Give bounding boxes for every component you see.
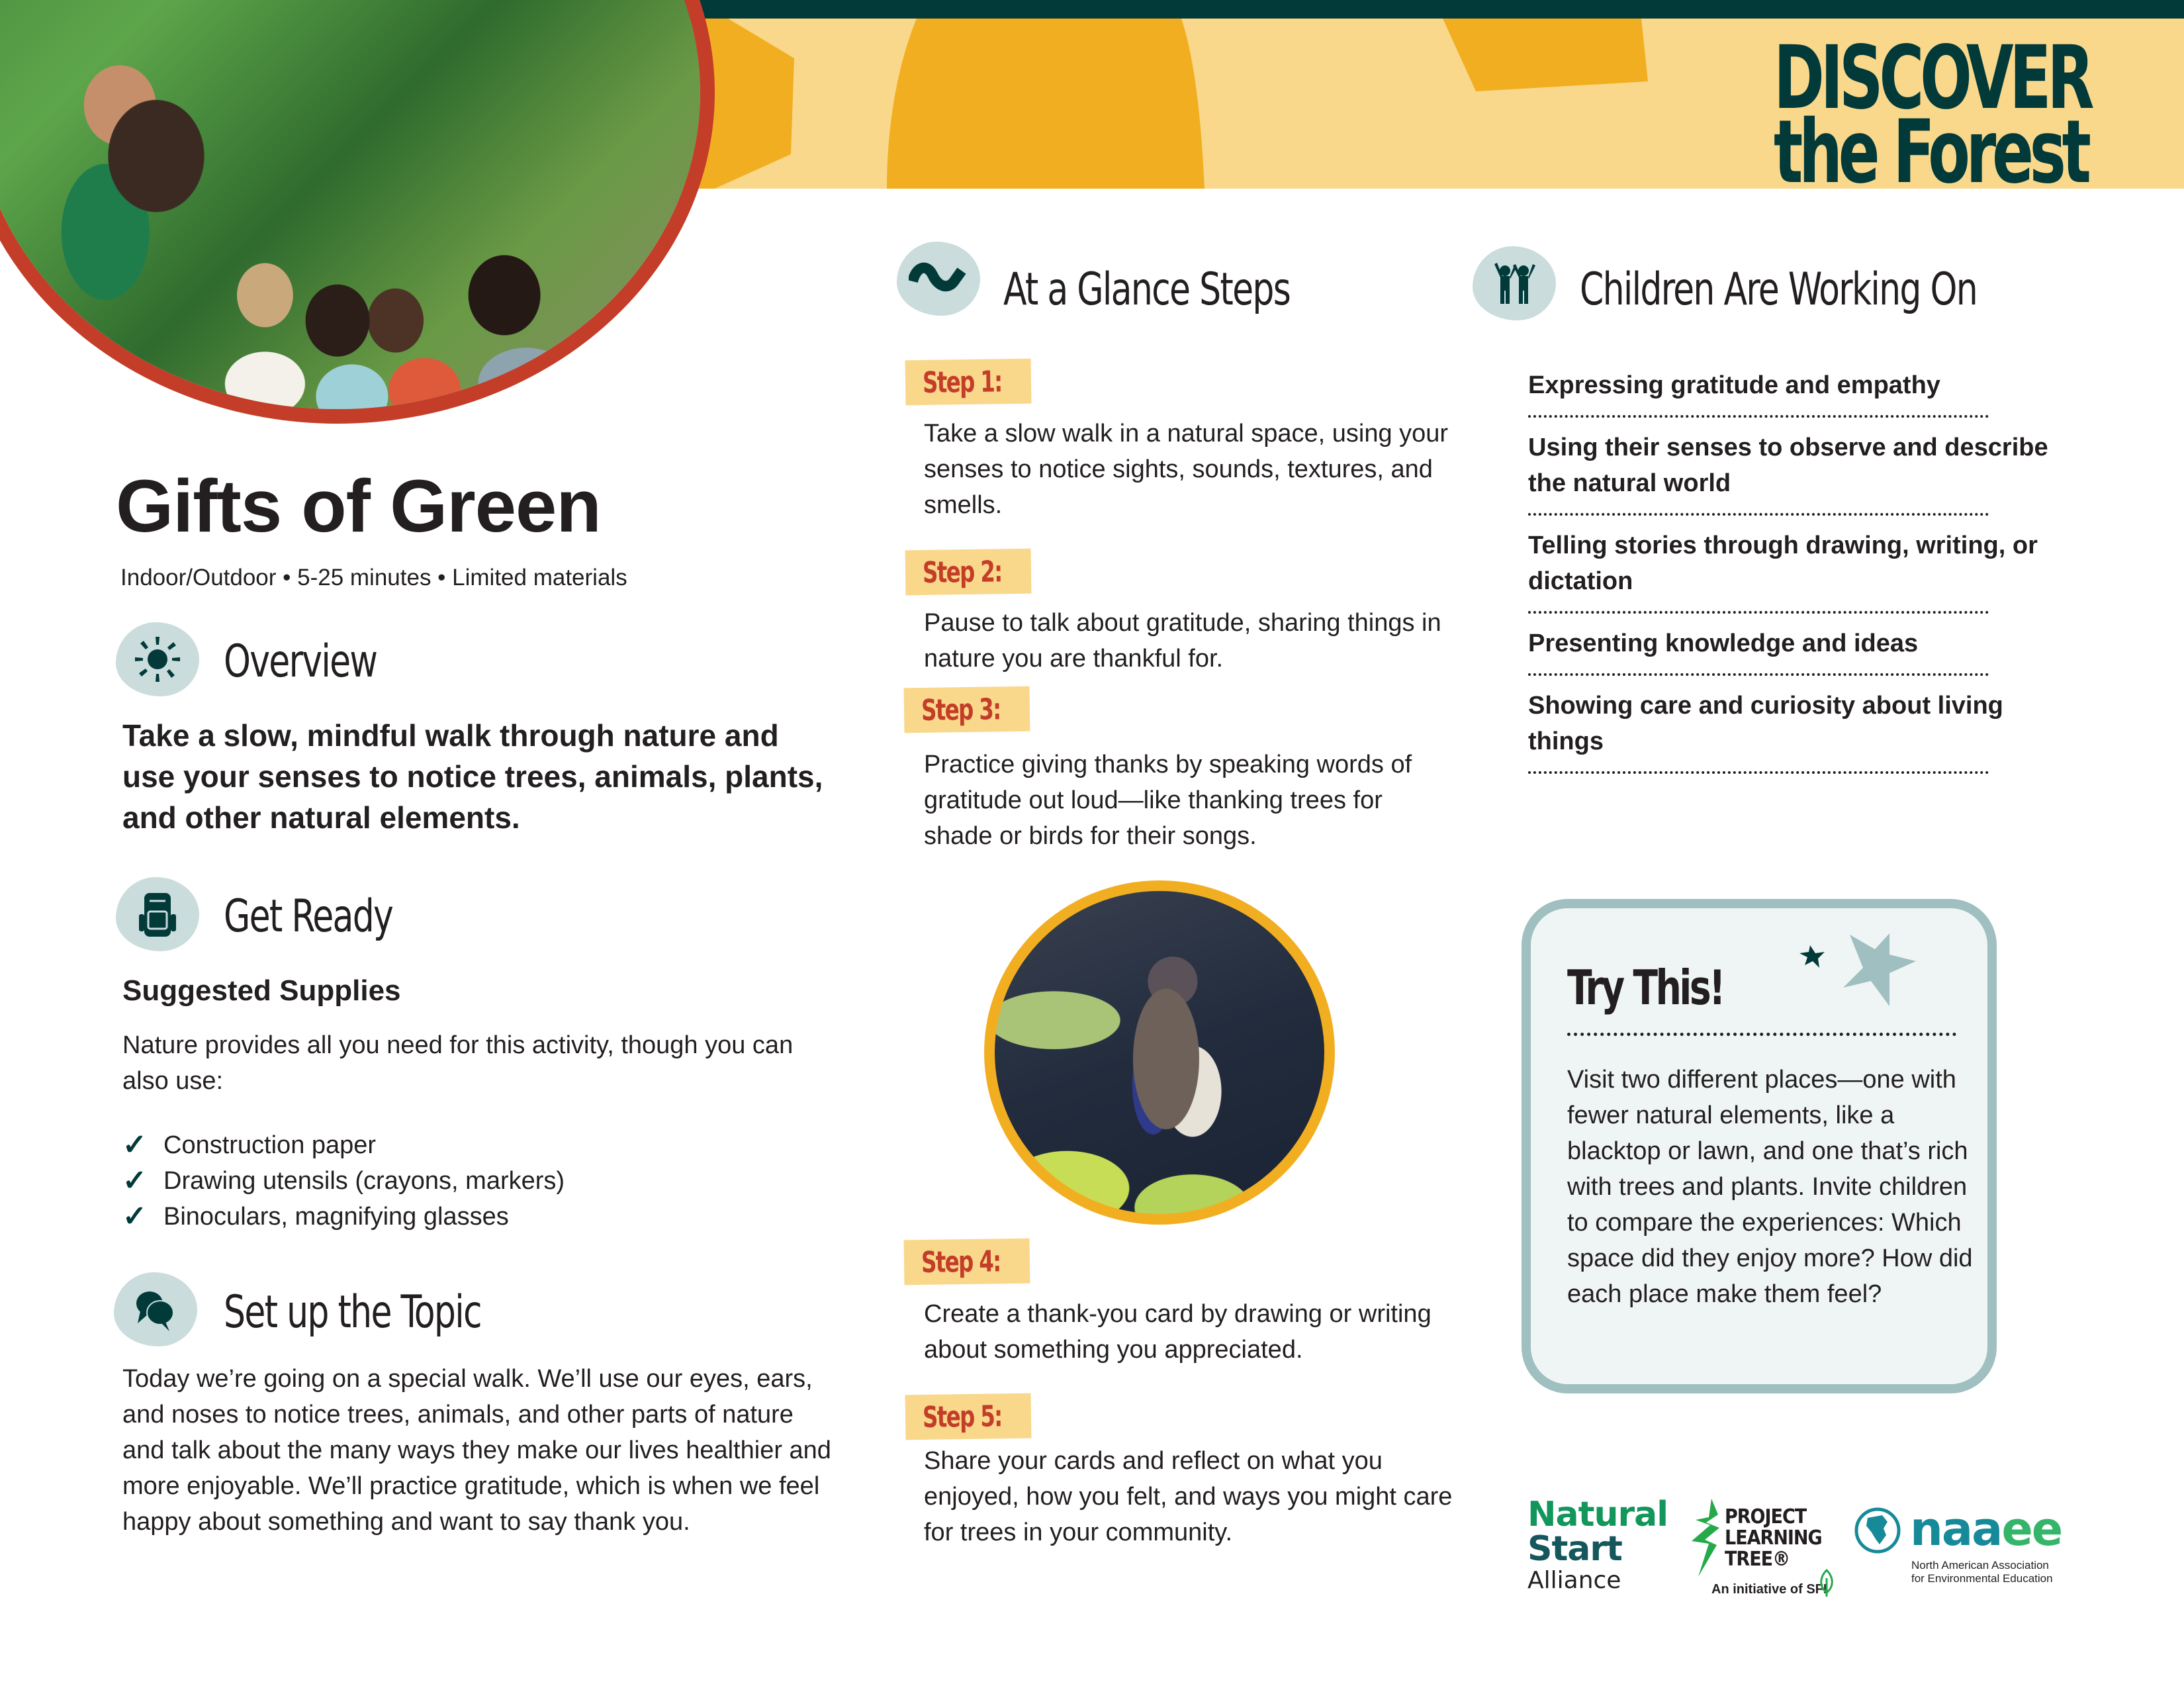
hero-photo-image — [0, 0, 700, 409]
backpack-icon — [116, 877, 199, 951]
stars-icon — [1790, 927, 1929, 1019]
natural-start-alliance-logo: Natural Start Alliance — [1527, 1495, 1668, 1594]
skill-item: Presenting knowledge and ideas — [1528, 626, 1989, 676]
series-title — [1774, 27, 2179, 203]
check-icon: ✓ — [122, 1164, 147, 1197]
supplies-intro: Nature provides all you need for this activity, though you can also use: — [122, 1031, 794, 1095]
step-1-label: Step 1: — [905, 359, 1032, 406]
supplies-subheading: Suggested Supplies — [122, 974, 401, 1007]
globe-icon — [1853, 1506, 1902, 1555]
try-this-heading: Try This! — [1567, 960, 1723, 1015]
leaf-icon — [1817, 1569, 1836, 1598]
working-on-heading: Children Are Working On — [1580, 263, 1978, 316]
setup-heading: Set up the Topic — [224, 1286, 481, 1338]
tree-icon — [1686, 1497, 1726, 1583]
supply-item: ✓ Drawing utensils (crayons, markers) — [122, 1163, 565, 1199]
skill-item: Using their senses to observe and describe the natural world — [1528, 430, 1989, 516]
series-title-line2: the Forest — [1774, 101, 2087, 203]
page-title: Gifts of Green — [116, 465, 601, 547]
step-3-text: Practice giving thanks by speaking words of gratitude out loud—like thanking trees for shade or birds for their songs. — [924, 751, 1412, 850]
step-2-text: Pause to talk about gratitude, sharing things in nature you are thankful for. — [924, 609, 1441, 673]
step-5-label: Step 5: — [905, 1393, 1032, 1440]
speech-bubbles-icon — [114, 1272, 197, 1346]
check-icon: ✓ — [122, 1200, 147, 1233]
step-1-text: Take a slow walk in a natural space, using your senses to notice sights, sounds, textures, and smells. — [924, 420, 1449, 519]
activity-meta: Indoor/Outdoor • 5-25 minutes • Limited materials — [120, 565, 627, 590]
overview-text: Take a slow, mindful walk through nature and use your senses to notice trees, animals, plants, and other natural elements. — [122, 718, 823, 835]
skill-item: Showing care and curiosity about living things — [1528, 688, 1989, 774]
series-title-line1: DISCOVER — [1774, 27, 2091, 129]
naaee-logo: naaee North American Association for Environmental Education — [1853, 1506, 2052, 1585]
setup-text: Today we’re going on a special walk. We’ll use our eyes, ears, and noses to notice trees, animals, and other parts of nature and talk about the many ways they make our lives healthier and more enjoyable. We’ll practice gratitude, which is when we feel happy about something and want to say thank you. — [122, 1365, 831, 1536]
supplies-list — [122, 1127, 565, 1235]
sun-icon — [116, 622, 199, 696]
skill-item: Expressing gratitude and empathy — [1528, 367, 1989, 418]
supply-item: ✓ Binoculars, magnifying glasses — [122, 1199, 565, 1235]
step-4-label: Step 4: — [904, 1239, 1030, 1286]
step-2-label: Step 2: — [905, 549, 1032, 596]
hero-photo — [0, 0, 715, 424]
get-ready-heading: Get Ready — [224, 890, 393, 943]
skill-item: Telling stories through drawing, writing, or dictation — [1528, 528, 1989, 614]
path-icon — [897, 242, 980, 316]
supply-item: ✓ Construction paper — [122, 1127, 565, 1163]
try-this-divider — [1567, 1033, 1956, 1036]
try-this-text: Visit two different places—one with fewer natural elements, like a blacktop or lawn, and one that’s rich with trees and plants. Invite children to compare the experiences: Which space did they enjoy more? How did each place make them feel? — [1567, 1066, 1973, 1308]
step-3-label: Step 3: — [904, 686, 1030, 733]
project-learning-tree-logo: PROJECT LEARNING TREE® An initiative of SFI — [1686, 1497, 1852, 1603]
step-4-text: Create a thank-you card by drawing or writing about something you appreciated. — [924, 1300, 1432, 1364]
check-icon: ✓ — [122, 1129, 147, 1161]
bird-photo — [984, 880, 1335, 1225]
step-5-text: Share your cards and reflect on what you enjoyed, how you felt, and ways you might care for trees in your community. — [924, 1447, 1453, 1546]
skills-list — [1528, 367, 2077, 786]
children-icon — [1473, 246, 1556, 320]
steps-heading: At a Glance Steps — [1003, 263, 1291, 316]
overview-heading: Overview — [224, 635, 377, 688]
